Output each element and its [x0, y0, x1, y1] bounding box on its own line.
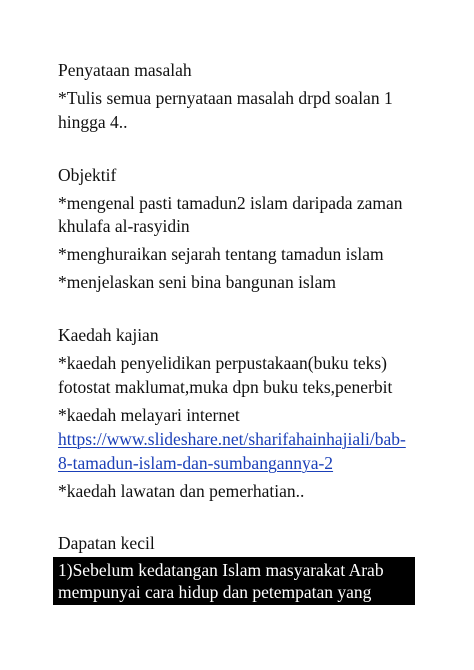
heading-penyataan-masalah: Penyataan masalah	[58, 60, 192, 80]
kaedah-item1-line2: fotostat maklumat,muka dpn buku teks,penerbit	[58, 377, 393, 397]
slideshare-link-line2[interactable]: 8-tamadun-islam-dan-sumbangannya-2	[58, 453, 334, 473]
penyataan-item-line1: *Tulis semua pernyataan masalah drpd soalan 1	[58, 88, 393, 108]
heading-kaedah-kajian: Kaedah kajian	[58, 325, 159, 345]
highlighted-text-block	[53, 557, 415, 605]
objektif-item1-line2: khulafa al-rasyidin	[58, 216, 190, 236]
objektif-item3: *menjelaskan seni bina bangunan islam	[58, 272, 336, 292]
highlight-line2: mempunyai cara hidup dan petempatan yang	[58, 582, 372, 602]
highlight-line1: 1)Sebelum kedatangan Islam masyarakat Arab	[58, 560, 384, 580]
kaedah-item2: *kaedah melayari internet	[58, 405, 240, 425]
slideshare-link-line1[interactable]: https://www.slideshare.net/sharifahainhajiali/bab-	[58, 429, 406, 449]
kaedah-item3: *kaedah lawatan dan pemerhatian..	[58, 481, 305, 501]
kaedah-item1-line1: *kaedah penyelidikan perpustakaan(buku teks)	[58, 353, 387, 373]
objektif-item2: *menghuraikan sejarah tentang tamadun islam	[58, 244, 384, 264]
penyataan-item-line2: hingga 4..	[58, 112, 128, 132]
heading-objektif: Objektif	[58, 165, 117, 185]
heading-dapatan-kecil: Dapatan kecil	[58, 533, 155, 553]
objektif-item1-line1: *mengenal pasti tamadun2 islam daripada zaman	[58, 193, 403, 213]
